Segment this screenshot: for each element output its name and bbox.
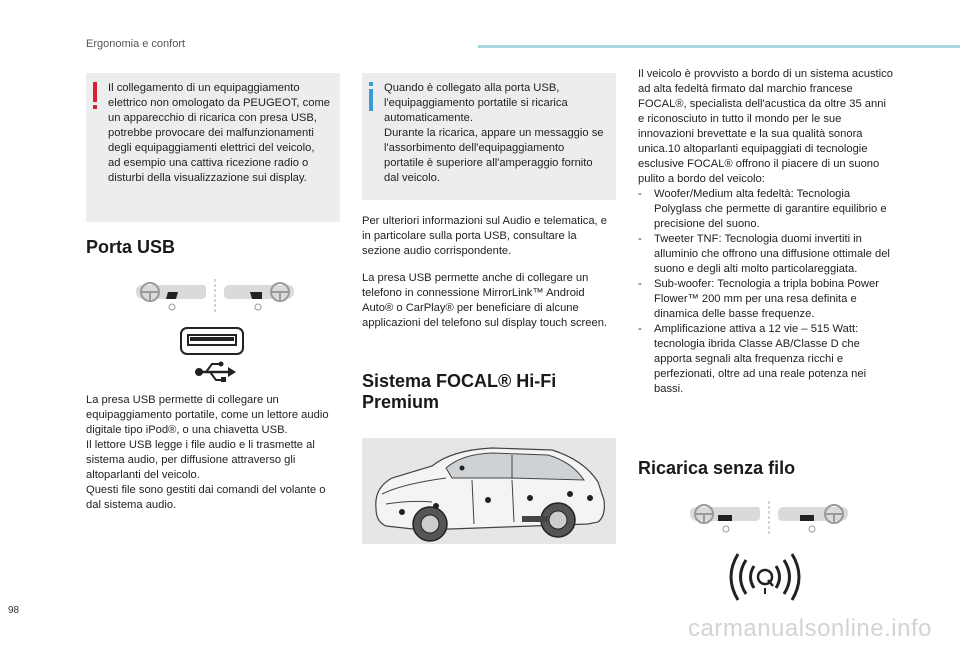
focal-title-line-2: Premium xyxy=(362,392,440,412)
focal-section-title xyxy=(362,371,556,413)
focal-feature-item: - Woofer/Medium alta fedeltà: Tecnologia Polyglass che permette di garantire equilibrio e precisione del suono. xyxy=(638,187,894,232)
warning-text: Il collegamento di un equipaggiamento elettrico non omologato da PEUGEOT, come un apparecchio di ricarica con presa USB, potrebbe provocare dei malfunzionamenti degli equipaggiamenti elettrici del veicolo, ad esempio una cattiva ricezione radio o disturbi della visualizzazione sui display. xyxy=(108,82,330,184)
info-text-2: Durante la ricarica, appare un messaggio se l'assorbimento dell'equipaggiamento portatile è superiore all'amperaggio fornito dal veicolo. xyxy=(384,127,604,184)
usb-body-3: Questi file sono gestiti dai comandi del volante o dal sistema audio. xyxy=(86,484,326,511)
warning-box xyxy=(86,73,340,222)
usb-body-1: La presa USB permette di collegare un equipaggiamento portatile, come un lettore audio digitale tipo iPod®, o una chiavetta USB. xyxy=(86,394,329,436)
header-accent-bar xyxy=(478,45,960,48)
focal-feature-item: - Amplificazione attiva a 12 vie – 515 Watt: tecnologia ibrida Classe AB/Classe D che apporta segnali alta frequenza ricchi e perfezionati, oltre ad una reale potenza nei bassi. xyxy=(638,322,894,397)
watermark: carmanualsonline.info xyxy=(688,615,932,642)
focal-intro: Il veicolo è provvisto a bordo di un sistema acustico ad alta fedeltà firmato dal marchio francese FOCAL®, specialista dell'acustica da oltre 35 anni e riconosciuto in tutto il mondo per le sue innovazioni brevettate e la sua qualità sonora unica.10 altoparlanti equipaggiati di tecnologie esclusive FOCAL® offrono il piacere di un suono pulito a bordo del veicolo: xyxy=(638,68,893,185)
usb-section-title: Porta USB xyxy=(86,237,176,257)
usb-body xyxy=(86,393,340,513)
wireless-section-title: Ricarica senza filo xyxy=(638,458,796,478)
focal-title-line-1: Sistema FOCAL® Hi-Fi xyxy=(362,371,557,391)
section-header: Ergonomia e confort xyxy=(86,38,186,50)
info-box xyxy=(362,73,616,200)
steering-wheel-illustration-wireless xyxy=(684,499,854,537)
focal-feature-item: - Sub-woofer: Tecnologia a tripla bobina Power Flower™ 200 mm per una resa definita e dinamica delle basse frequenze. xyxy=(638,277,894,322)
info-icon-dot xyxy=(369,82,373,86)
info-text-1: Quando è collegato alla porta USB, l'equipaggiamento portatile si ricarica automaticamente. xyxy=(384,82,568,124)
steering-wheel-illustration-usb xyxy=(130,277,300,315)
car-speaker-illustration xyxy=(362,438,616,544)
focal-feature-item: - Tweeter TNF: Tecnologia duomi invertiti in alluminio che offrono una diffusione ottimale del suono e degli alti molto particolareggiata. xyxy=(638,232,894,277)
focal-feature-list xyxy=(638,187,894,397)
warning-icon-dot xyxy=(93,105,97,109)
usb-symbol-icon xyxy=(194,360,236,384)
usb-port-icon xyxy=(180,327,244,355)
qi-wireless-charging-icon xyxy=(720,548,810,606)
warning-icon xyxy=(93,82,97,102)
usb-body-2: Il lettore USB legge i file audio e li trasmette al sistema audio, per diffusione attraverso gli altoparlanti del veicolo. xyxy=(86,439,315,481)
middle-para-1: Per ulteriori informazioni sul Audio e telematica, e in particolare sulla porta USB, consultare la sezione audio corrispondente. xyxy=(362,215,607,257)
middle-para-2: La presa USB permette anche di collegare un telefono in connessione MirrorLink™ Android Auto® o CarPlay® per beneficiare di alcune applicazioni del telefono sul display touch screen. xyxy=(362,272,608,329)
page-number: 98 xyxy=(8,605,20,616)
focal-description xyxy=(638,67,894,397)
info-icon xyxy=(369,89,373,111)
